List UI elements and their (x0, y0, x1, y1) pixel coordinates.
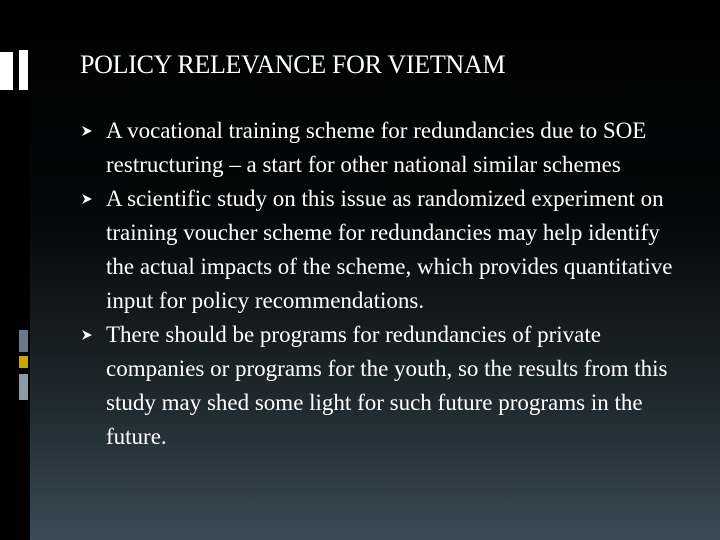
bullet-text: There should be programs for redundancies of private companies or programs for the youth, so the results from this study may shed some light for such future programs in the future. (106, 322, 668, 449)
left-accent-bar (19, 330, 28, 352)
bullet-item (80, 114, 690, 182)
bullet-arrow-icon (82, 330, 92, 340)
slide-title: POLICY RELEVANCE FOR VIETNAM (80, 50, 506, 79)
bullet-item (80, 182, 690, 318)
bullet-item (80, 318, 690, 454)
left-accent-bar (19, 50, 28, 90)
left-accent-bar (19, 356, 28, 368)
bullet-text: A vocational training scheme for redundancies due to SOE restructuring – a start for other national similar schemes (106, 118, 647, 177)
bullet-text: A scientific study on this issue as randomized experiment on training voucher scheme for redundancies may help identify the actual impacts of the scheme, which provides quantitative input for policy recommendations. (106, 186, 673, 313)
left-accent-bar (0, 52, 13, 90)
bullet-arrow-icon (82, 194, 92, 204)
bullet-list (80, 114, 690, 454)
bullet-arrow-icon (82, 126, 92, 136)
left-accent-bar (19, 374, 28, 400)
